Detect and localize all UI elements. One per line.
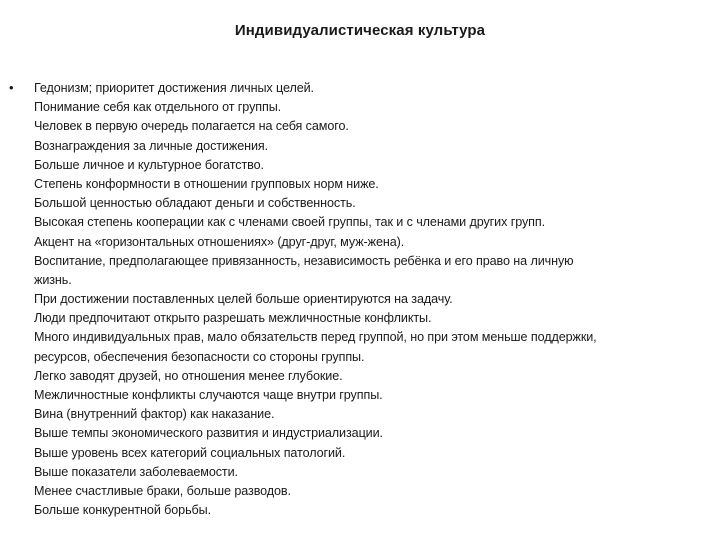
text-line: Легко заводят друзей, но отношения менее глубокие. (34, 368, 343, 383)
bullet-text-lines (34, 79, 718, 520)
text-line: Гедонизм; приоритет достижения личных целей. (34, 81, 314, 95)
text-line: Выше уровень всех категорий социальных патологий. (34, 445, 346, 460)
text-line: Высокая степень кооперации как с членами своей группы, так и с членами других групп. (34, 215, 545, 230)
text-line: Менее счастливые браки, больше разводов. (34, 483, 291, 498)
text-line: Много индивидуальных прав, мало обязательств перед группой, но при этом меньше поддержки, (34, 330, 597, 345)
text-line: Межличностные конфликты случаются чаще внутри группы. (34, 388, 383, 402)
text-line: Больше конкурентной борьбы. (34, 503, 211, 518)
text-line: жизнь. (34, 272, 72, 287)
text-line: При достижении поставленных целей больше ориентируются на задачу. (34, 292, 453, 307)
bullet-marker: • (9, 80, 14, 95)
text-line: Понимание себя как отдельного от группы. (34, 100, 282, 115)
text-line: Степень конформности в отношении групповых норм ниже. (34, 176, 379, 191)
text-line: Больше личное и культурное богатство. (34, 157, 264, 172)
text-line: ресурсов, обеспечения безопасности со стороны группы. (34, 349, 365, 364)
text-line: Люди предпочитают открыто разрешать межличностные конфликты. (34, 311, 432, 326)
text-line: Акцент на «горизонтальных отношениях» (друг-друг, муж-жена). (34, 234, 405, 249)
text-line: Выше темпы экономического развития и индустриализации. (34, 426, 383, 441)
text-line: Вознаграждения за личные достижения. (34, 138, 269, 153)
slide-title: Индивидуалистическая культура (234, 22, 486, 39)
text-line: Человек в первую очередь полагается на себя самого. (34, 119, 349, 134)
text-line: Воспитание, предполагающее привязанность, независимость ребёнка и его право на личную (34, 253, 574, 268)
text-line: Вина (внутренний фактор) как наказание. (34, 407, 275, 422)
text-line: Большой ценностью обладают деньги и собственность. (34, 196, 356, 211)
text-line: Выше показатели заболеваемости. (34, 464, 238, 479)
